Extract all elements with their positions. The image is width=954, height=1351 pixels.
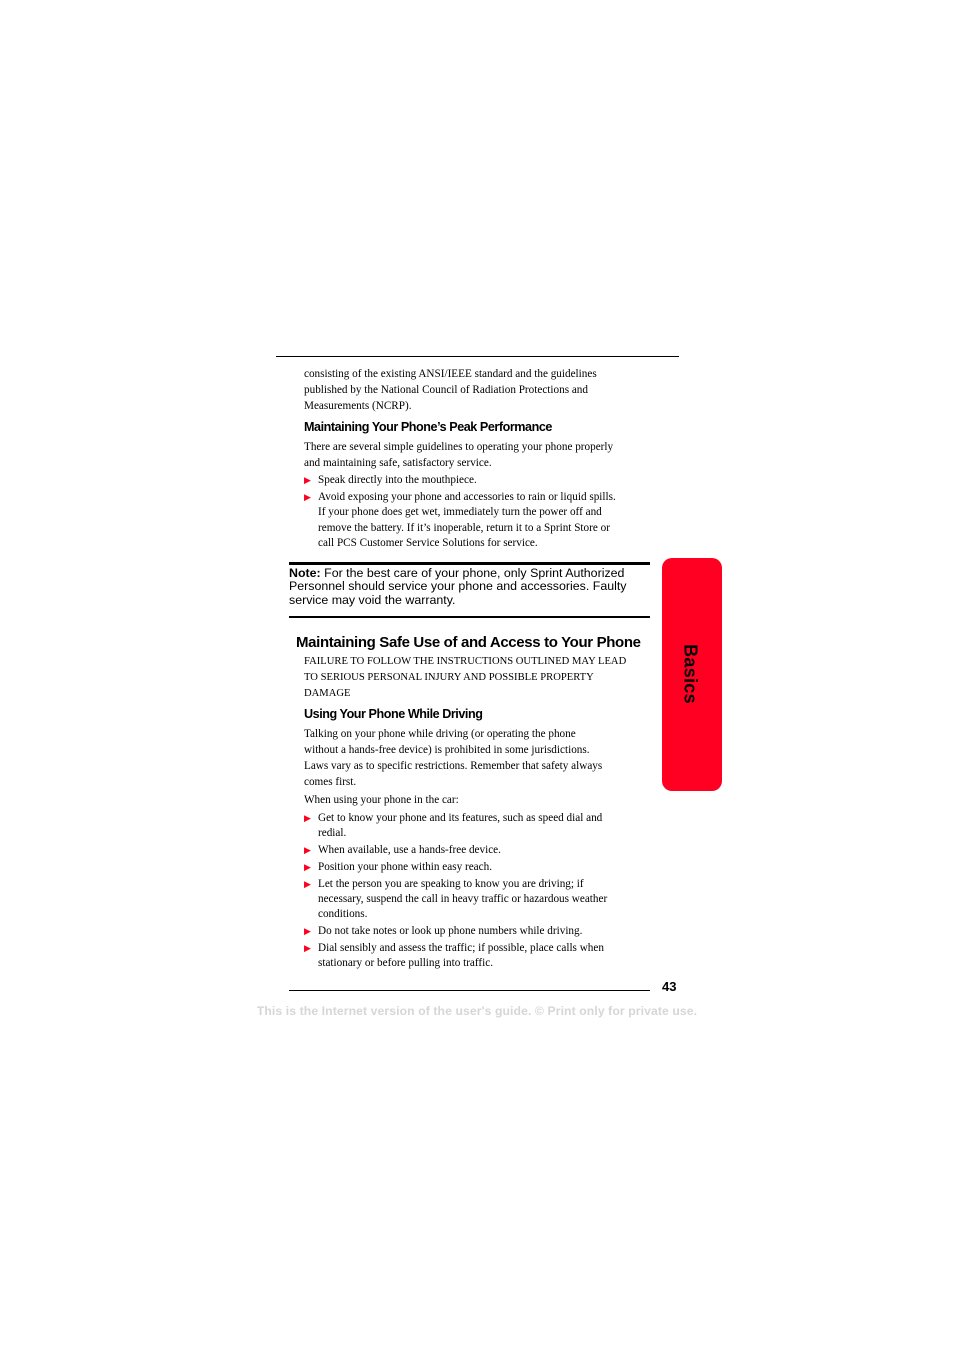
text-line: Talking on your phone while driving (or operating the phone <box>304 728 576 740</box>
safe-use-warning <box>304 654 664 702</box>
text-line: Avoid exposing your phone and accessories to rain or liquid spills. <box>318 491 616 503</box>
bullet-arrow-icon: ▶ <box>304 846 311 856</box>
driving-paragraph <box>304 726 664 790</box>
text-line: Let the person you are speaking to know you are driving; if <box>318 877 584 890</box>
text-line: DAMAGE <box>304 688 351 699</box>
text-line: necessary, suspend the call in heavy traffic or hazardous weather <box>318 892 608 905</box>
text-line: without a hands-free device) is prohibited in some jurisdictions. <box>304 744 590 756</box>
driving-lead-in: When using your phone in the car: <box>304 794 459 806</box>
text-line: and maintaining safe, satisfactory service. <box>304 456 492 469</box>
bullet-arrow-icon: ▶ <box>304 879 311 890</box>
safe-use-heading: Maintaining Safe Use of and Access to Your Phone <box>296 634 641 651</box>
bottom-rule <box>289 990 650 991</box>
intro-paragraph <box>304 367 664 414</box>
bullet-arrow-icon: ▶ <box>304 493 311 503</box>
list-item <box>304 811 658 841</box>
list-item <box>304 843 658 858</box>
list-item <box>304 941 658 971</box>
text-line: Position your phone within easy reach. <box>318 860 492 873</box>
page-number: 43 <box>662 979 677 994</box>
bullet-arrow-icon: ▶ <box>304 814 311 824</box>
text-line: FAILURE TO FOLLOW THE INSTRUCTIONS OUTLINED MAY LEAD <box>304 656 627 667</box>
bullet-arrow-icon: ▶ <box>304 926 311 937</box>
list-item <box>304 860 658 875</box>
top-rule <box>276 356 679 357</box>
text-line: redial. <box>318 827 347 840</box>
text-line <box>289 567 655 580</box>
text-line: Speak directly into the mouthpiece. <box>318 474 477 486</box>
list-item <box>304 924 658 939</box>
bullet-arrow-icon: ▶ <box>304 862 311 873</box>
text-line: If your phone does get wet, immediately turn the power off and <box>318 506 602 519</box>
note-label: Note: <box>289 566 321 580</box>
text-line: Get to know your phone and its features, such as speed dial and <box>318 812 603 824</box>
text-line: There are several simple guidelines to operating your phone properly <box>304 441 614 453</box>
text-line: call PCS Customer Service Solutions for service. <box>318 537 538 550</box>
peak-performance-paragraph <box>304 440 664 472</box>
section-tab-label: Basics <box>680 644 701 704</box>
text-line: Measurements (NCRP). <box>304 399 412 412</box>
text-line: TO SERIOUS PERSONAL INJURY AND POSSIBLE PROPERTY <box>304 672 594 683</box>
note-top-rule <box>289 562 650 565</box>
list-item <box>304 877 658 923</box>
driving-list <box>304 811 658 973</box>
text-line: Do not take notes or look up phone numbers while driving. <box>318 924 583 937</box>
list-item <box>304 473 658 488</box>
text-line: consisting of the existing ANSI/IEEE standard and the guidelines <box>304 368 597 380</box>
bullet-arrow-icon: ▶ <box>304 476 311 486</box>
bullet-arrow-icon: ▶ <box>304 943 311 954</box>
note-bottom-rule <box>289 616 650 618</box>
text-line: comes first. <box>304 776 357 788</box>
note-text: For the best care of your phone, only Sprint Authorized <box>324 566 625 580</box>
text-line: service may void the warranty. <box>289 592 456 607</box>
peak-performance-heading: Maintaining Your Phone’s Peak Performance <box>304 420 552 434</box>
text-line: Personnel should service your phone and accessories. Faulty <box>289 579 627 594</box>
note-block <box>289 567 655 607</box>
text-line: Laws vary as to specific restrictions. Remember that safety always <box>304 760 603 772</box>
footer-notice: This is the Internet version of the user's guide. © Print only for private use. <box>256 1004 698 1018</box>
text-line: Dial sensibly and assess the traffic; if possible, place calls when <box>318 941 604 954</box>
text-line: conditions. <box>318 908 368 920</box>
peak-performance-list <box>304 473 658 553</box>
text-line: published by the National Council of Radiation Protections and <box>304 383 588 396</box>
driving-heading: Using Your Phone While Driving <box>304 707 483 721</box>
text-line: When available, use a hands-free device. <box>318 844 501 856</box>
text-line: stationary or before pulling into traffic. <box>318 956 494 969</box>
text-line: remove the battery. If it’s inoperable, return it to a Sprint Store or <box>318 521 610 534</box>
list-item <box>304 490 658 552</box>
